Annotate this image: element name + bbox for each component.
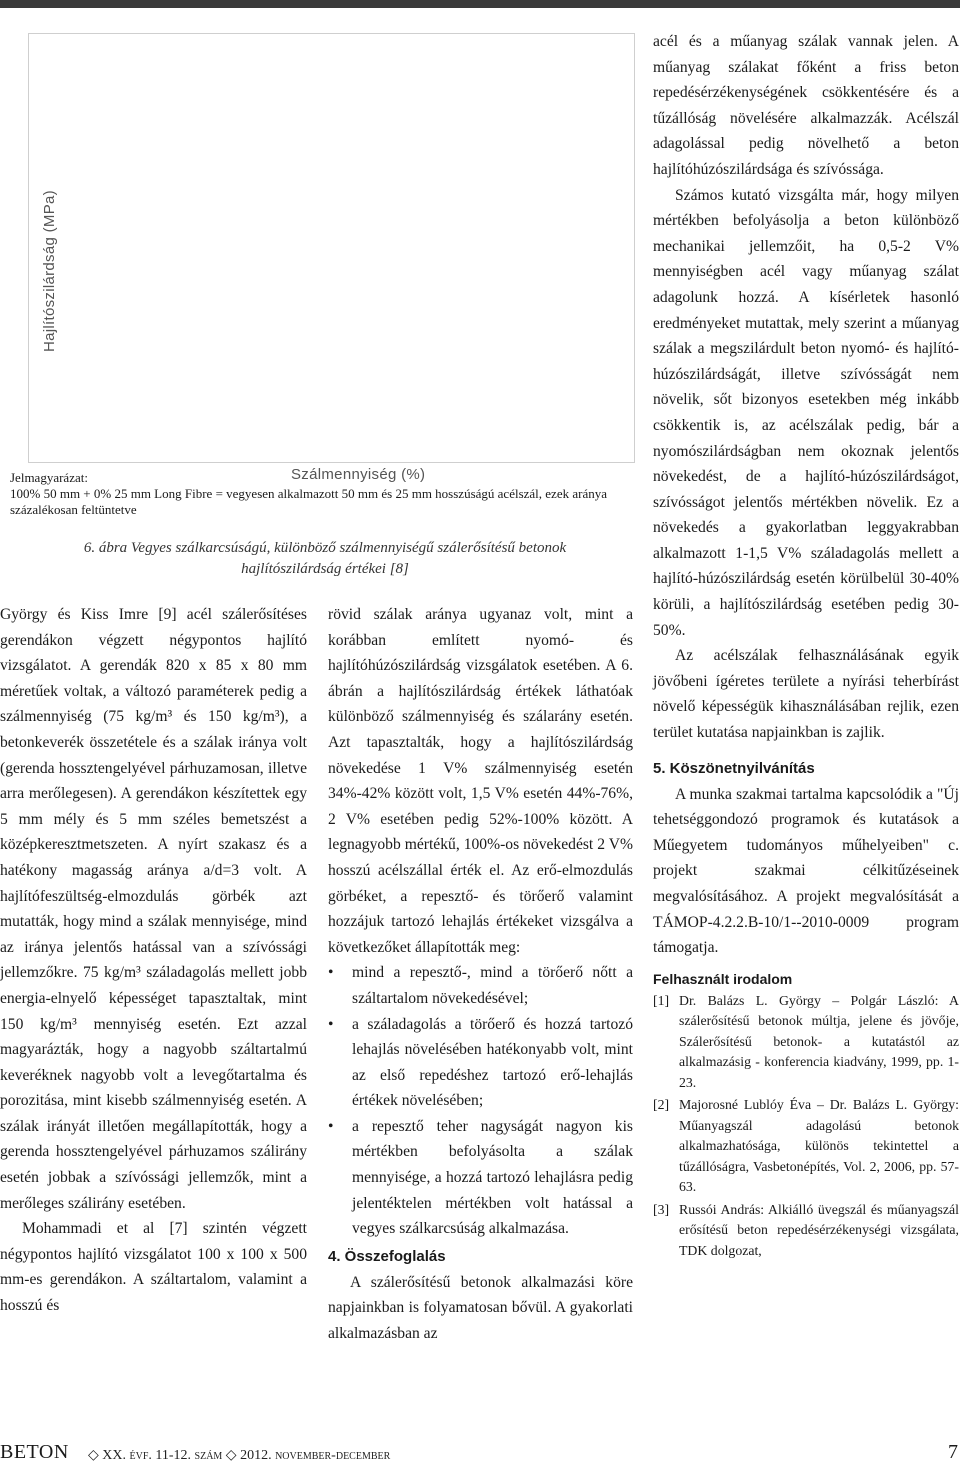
col1-paragraph-2: Mohammadi et al [7] szintén végzett négypontos hajlító vizsgálatot 100 x 100 x 500 mm-es gerendákon. A száltartalom, valamint a hosszú és xyxy=(0,1220,307,1315)
reference-number: [1] xyxy=(653,992,670,1008)
col3-paragraph-1: acél és a műanyag szálak vannak jelen. A műanyag szálakat főként a friss beton repedésérzékenységének csökkentésére és a tűzállóság növelésére alkalmazzák. Acélszál adagolással pedig növelhető a beton hajlítóhúzószilárdsága és szívóssága. xyxy=(653,33,959,178)
reference-item xyxy=(653,991,959,1094)
y-axis-label: Hajlítószilárdság (MPa) xyxy=(41,190,58,352)
list-item: • a száladagolás a törőerő és hozzá tartozó lehajlás növelésében hatékonyabb volt, mint az első repedéshez tartozó erő-lehajlás értékek növelésében; xyxy=(328,1012,633,1114)
list-item: • mind a repesztő-, mind a törőerő nőtt a száltartalom növekedésével; xyxy=(328,960,633,1011)
legend-title: Jelmagyarázat: xyxy=(10,470,88,485)
page-number: 7 xyxy=(948,1441,958,1463)
references-heading: Felhasznált irodalom xyxy=(653,970,793,987)
text-column-3 xyxy=(653,29,959,1263)
reference-number: [3] xyxy=(653,1201,670,1217)
journal-title: BETON xyxy=(0,1441,69,1463)
list-item: • a repesztő teher nagyságát nagyon kis mértékben befolyásolta a szálak mennyisége, a hozzá tartozó lehajlásra pedig jelentéktelen mértékben volt hatással a vegyes szálkarcsúság alkalmazása. xyxy=(328,1114,633,1242)
page-footer xyxy=(0,1443,960,1467)
reference-item xyxy=(653,1095,959,1198)
issue-info: ◇ XX. évf. 11-12. szám ◇ 2012. november-december xyxy=(88,1448,391,1463)
col1-paragraph-1: György és Kiss Imre [9] acél szálerősítéses gerendákon végzett négypontos hajlító vizsgálatot. A gerendák 820 x 85 x 80 mm méretűek voltak, a változó paraméterek pedig a szálmennyiség (75 kg/m³ és 150 kg/m³), a betonkeverék összetétele és a szálak iránya volt (gerenda hossztengelyével párhuzamosan, illetve arra merőlegesen). A gerendákon készítettek egy 5 mm mély és 5 mm széles bemetszést a középkeresztmetszeten. A nyírt szakasz és a hatékony magasság aránya a/d=3 volt. A hajlítófeszültség-elmozdulás görbék azt mutatták, hogy mind a szálak mennyisége, mind az iránya jelentős hatással van a szívóssági jellemzőkre. 75 kg/m³ száladagolás mellett jobb energia-elnyelő képességet tapasztaltak, mint 150 kg/m³ mennyiség esetén. Ezt azzal magyarázták, hogy a nagyobb száltartalmú keveréknek nagyobb volt a levegőtartalma és porozitása, mint kisebb szálmennyiség esetén. A szálak irányát illetően megállapították, hogy a gerenda hossztengelyével párhuzamos szálirány esetén jobbak a szívóssági jellemzők, mint a merőleges szálirány esetében. xyxy=(0,606,307,1212)
top-rule xyxy=(0,0,960,8)
col3-paragraph-3: Az acélszálak felhasználásának egyik jövőbeni ígéretes területe a nyírási teherbírást növelő képességük kihasználásában rejlik, ezen terület kutatása napjainkban is zajlik. xyxy=(653,647,959,742)
reference-text: Dr. Balázs L. György – Polgár László: A szálerősítésű betonok múltja, jelene és jövője, Szálerősítésű betonok- a kutatástól az alkalmazásig - konferencia kiadvány, 1999, pp. 1-23. xyxy=(679,992,959,1090)
section-5-heading: 5. Köszönetnyilvánítás xyxy=(653,759,815,777)
section-5-paragraph: A munka szakmai tartalma kapcsolódik a "Új tehetséggondozó programok és kutatások a Műegyetem tudományos műhelyeiben" c. projekt szakmai célkitűzéseinek megvalósításához. A projekt megvalósítását a TÁMOP-4.2.2.B-10/1--2010-0009 program támogatja. xyxy=(653,785,959,957)
text-column-2 xyxy=(328,602,633,1347)
section-4-heading: 4. Összefoglalás xyxy=(328,1247,446,1265)
legend-text: 100% 50 mm + 0% 25 mm Long Fibre = vegyesen alkalmazott 50 mm és 25 mm hosszúságú acélszál, ezek aránya százalékosan feltüntetve xyxy=(10,486,607,517)
reference-list xyxy=(653,991,959,1262)
text-column-1 xyxy=(0,602,307,1319)
caption-line-1: 6. ábra Vegyes szálkarcsúságú, különböző szálmennyiségű szálerősítésű betonok xyxy=(83,540,567,556)
reference-item xyxy=(653,1200,959,1262)
caption-line-2: hajlítószilárdság értékei [8] xyxy=(241,561,409,577)
reference-number: [2] xyxy=(653,1097,670,1113)
section-4-paragraph: A szálerősítésű betonok alkalmazási köre napjainkban is folyamatosan bővül. A gyakorlati alkalmazásban az xyxy=(328,1273,633,1343)
col2-paragraph-1: rövid szálak aránya ugyanaz volt, mint a korábban említett nyomó- és hajlítóhúzószilárdság vizsgálatok esetében. A 6. ábrán a hajlítószilárdság értékek láthatóak különböző szálmennyiség és szálarány esetén. Azt tapasztalták, hogy a hajlítószilárdság növekedése 1 V% szálmennyiség esetén 34%-42% között volt, 1,5 V% esetén 44%-76%, 2 V% esetében pedig 52%-100% között. A legnagyobb mértékű, 100%-os növekedést 2 V% hosszú acélszállal érték el. Az erő-elmozdulás görbéket, a repesztő- és törőerő valamint hozzájuk tartozó lehajlás értékeket vizsgálva a következőket állapították meg: xyxy=(328,606,633,956)
reference-text: Russói András: Alkiálló üvegszál és műanyagszál erősítésű beton repedésérzékenységi vizsgálata, TDK dolgozat, xyxy=(679,1201,959,1258)
figure-caption xyxy=(20,538,630,580)
reference-text: Majorosné Lublóy Éva – Dr. Balázs L. György: Műanyagszál adagolású betonok alkalmazhatósága, különös tekintettel a tűzállóságra, Vasbetonépítés, Vol. 2, 2006, pp. 57-63. xyxy=(679,1097,959,1195)
figure-legend xyxy=(10,470,610,518)
findings-list xyxy=(328,960,633,1242)
col3-paragraph-2: Számos kutató vizsgálta már, hogy milyen mértékben befolyásolja a beton különböző mechanikai jellemzőit, ha 0,5-2 V% mennyiségben acél vagy műanyag szálat adagolunk hozzá. A kísérletek hasonló eredményeket mutattak, mely szerint a műanyag szálak a megszilárdult beton nyomó- és hajlító-húzószilárdságát, illetve szívósságát nem növelik, sőt bizonyos esetekben még inkább csökkentik is, az acélszálak pedig, bár a nyomószilárdságban nem okoznak jelentős növekedést, de a hajlító-húzószilárdságot, szívósságot jelentős mértékben növelik. Ez a növekedés a gyakorlatban leggyakrabban alkalmazott 1-1,5 V% száladagolás mellett a hajlító-húzószilárdság esetén körülbelül 30-40% körüli, a hajlítószilárdság esetében pedig 30-50%. xyxy=(653,186,959,639)
x-axis-label: Szálmennyiség (%) xyxy=(291,466,426,483)
